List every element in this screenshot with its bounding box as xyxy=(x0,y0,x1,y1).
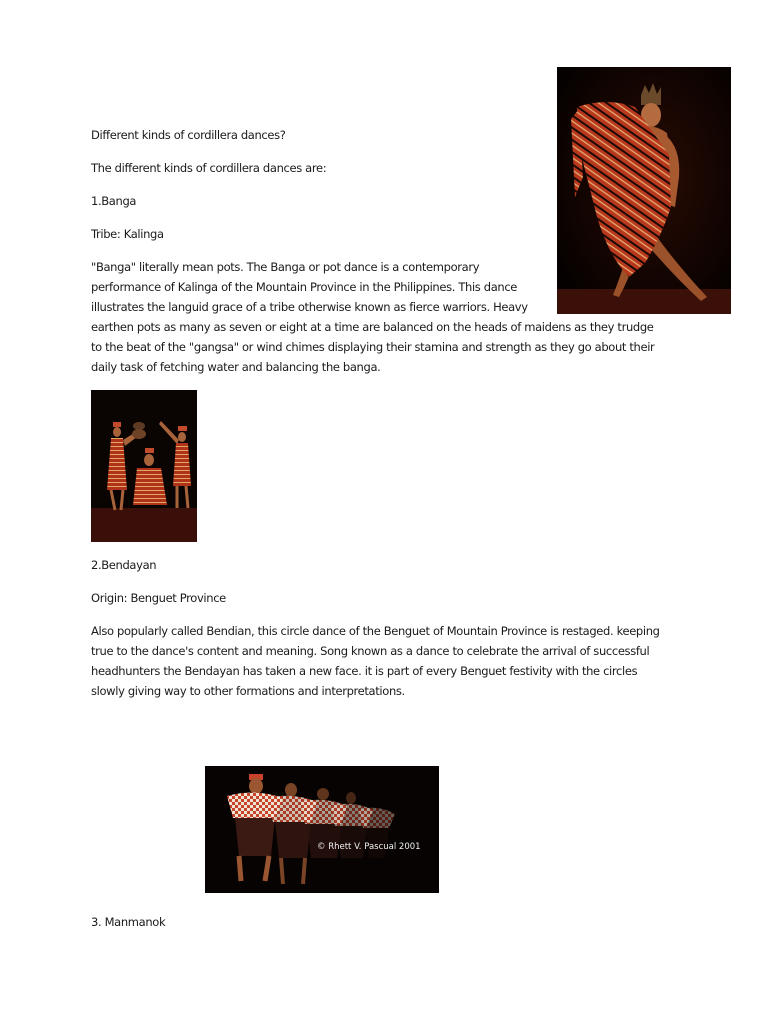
banga-line-1: "Banga" literally mean pots. The Banga or pot dance is a contemporary xyxy=(91,260,480,274)
banga-dancers-photo xyxy=(91,390,197,542)
banga-line-6: daily task of fetching water and balancing the banga. xyxy=(91,360,381,374)
banga-line-5: to the beat of the "gangsa" or wind chimes displaying their stamina and strength as they go about their xyxy=(91,339,655,354)
bendayan-line-4: slowly giving way to other formations and interpretations. xyxy=(91,684,405,698)
photo-watermark: © Rhett V. Pascual 2001 xyxy=(317,842,421,852)
banga-line-4: earthen pots as many as seven or eight at a time are balanced on the heads of maidens as they trudge xyxy=(91,319,654,334)
banga-tribe: Tribe: Kalinga xyxy=(91,227,164,241)
intro-text: The different kinds of cordillera dances are: xyxy=(91,161,327,175)
bendayan-origin: Origin: Benguet Province xyxy=(91,591,226,605)
bendayan-line-1: Also popularly called Bendian, this circle dance of the Benguet of Mountain Province is restaged. keeping xyxy=(91,624,660,638)
bendayan-line-2: true to the dance's content and meaning. Song known as a dance to celebrate the arrival of successful xyxy=(91,644,650,658)
bendayan-line-3: headhunters the Bendayan has taken a new face. it is part of every Benguet festivity with the circles xyxy=(91,664,638,678)
bendayan-heading: 2.Bendayan xyxy=(91,558,157,572)
banga-line-3: illustrates the languid grace of a tribe otherwise known as fierce warriors. Heavy xyxy=(91,299,528,314)
banga-line-2: performance of Kalinga of the Mountain Province in the Philippines. This dance xyxy=(91,279,518,294)
banga-heading: 1.Banga xyxy=(91,194,137,208)
bendayan-dancers-photo xyxy=(205,766,439,893)
kalinga-dancer-photo xyxy=(557,67,731,314)
manmanok-heading: 3. Manmanok xyxy=(91,915,166,929)
question-heading: Different kinds of cordillera dances? xyxy=(91,128,286,142)
